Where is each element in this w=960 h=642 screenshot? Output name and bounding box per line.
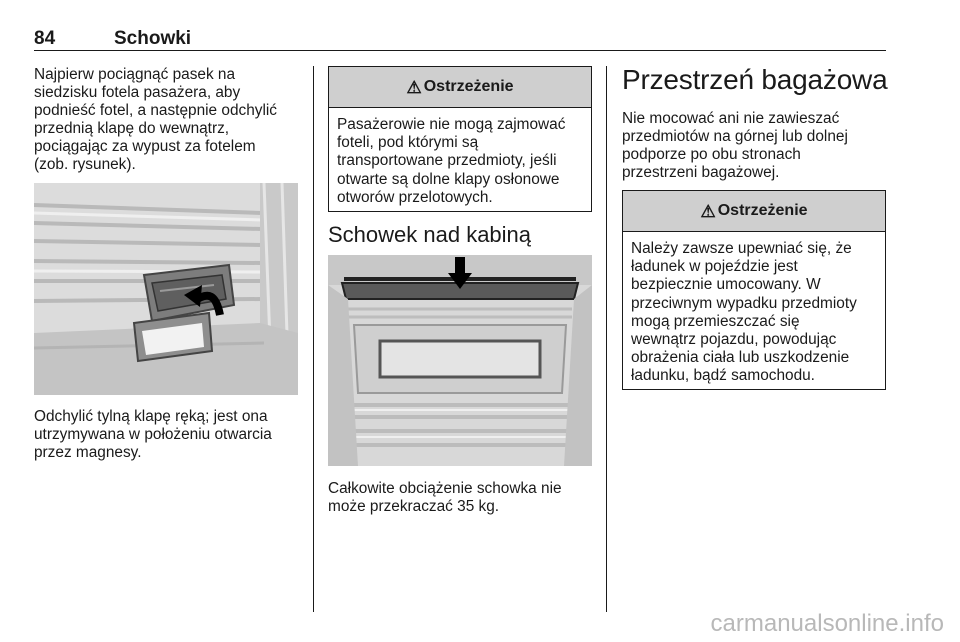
luggage-intro-paragraph: Nie mocować ani nie zawieszać przedmiotów na górnej lub dolnej podporze po obu stronach przestrzeni bagażowej. <box>622 110 848 181</box>
section-heading-luggage-space: Przestrzeń bagażowa <box>622 64 888 95</box>
flap-instruction-paragraph: Odchylić tylną klapę ręką; jest ona utrzymywana w położeniu otwarcia przez magnesy. <box>34 408 272 461</box>
warning-text: Pasażerowie nie mogą zajmować foteli, pod którymi są transportowane przedmioty, jeśli otwarte są dolne klapy osłonowe otworów przelotowych. <box>337 116 566 206</box>
column-divider-1 <box>313 66 314 612</box>
page-number: 84 <box>34 28 56 49</box>
warning-title: Ostrzeżenie <box>423 78 514 95</box>
intro-paragraph: Najpierw pociągnąć pasek na siedzisku fotela pasażera, aby podnieść fotel, a następnie odchylić przednią klapę do wewnątrz, pociągając za wypust za fotelem (zob. rysunek). <box>34 66 277 173</box>
warning-header <box>329 67 591 108</box>
warning-box-passengers <box>328 66 592 212</box>
section-heading-overhead-storage: Schowek nad kabiną <box>328 222 532 247</box>
watermark: carmanualsonline.info <box>710 610 944 637</box>
page-header <box>34 26 886 51</box>
warning-triangle-icon: ⚠ <box>406 77 422 97</box>
column-divider-2 <box>606 66 607 612</box>
warning-text: Należy zawsze upewniać się, że ładunek w pojeździe jest bezpiecznie umocowany. W przeciwnym wypadku przedmioty mogą przemieszczać się wewnątrz pojazdu, powodując obrażenia ciała lub uszkodzenie ładunku, bądź samochodu. <box>631 240 857 385</box>
warning-title: Ostrzeżenie <box>717 202 808 219</box>
warning-triangle-icon: ⚠ <box>700 201 716 221</box>
load-limit-paragraph: Całkowite obciążenie schowka nie może przekraczać 35 kg. <box>328 480 562 515</box>
seat-compartment-illustration <box>34 183 298 395</box>
overhead-storage-illustration <box>328 255 592 466</box>
chapter-title: Schowki <box>114 28 192 49</box>
warning-header <box>623 191 885 232</box>
warning-box-cargo <box>622 190 886 390</box>
